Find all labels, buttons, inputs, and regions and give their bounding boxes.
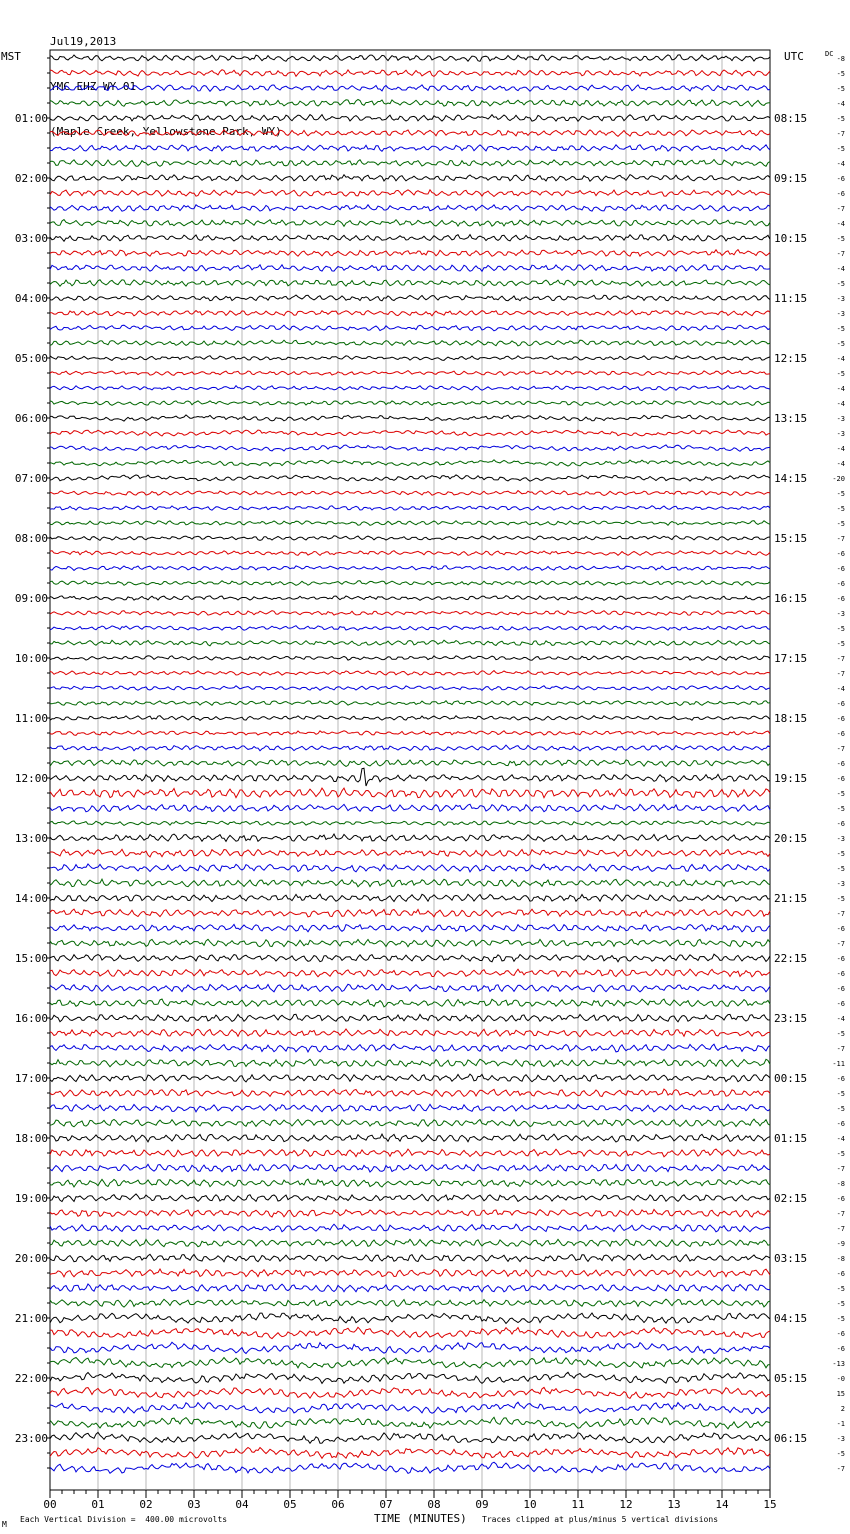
dc-offset-label: -7 xyxy=(836,670,845,678)
seismogram-trace xyxy=(50,1224,770,1232)
dc-offset-label: -6 xyxy=(836,190,845,198)
right-timezone-label: UTC xyxy=(784,50,804,63)
dc-offset-label: -5 xyxy=(836,85,845,93)
seismogram-trace xyxy=(50,849,770,857)
left-hour-label: 13:00 xyxy=(14,832,48,845)
dc-offset-label: -7 xyxy=(836,745,845,753)
dc-offset-label: -3 xyxy=(836,415,845,423)
dc-offset-label: -8 xyxy=(836,55,845,63)
seismogram-trace xyxy=(50,475,770,481)
seismogram-trace xyxy=(50,768,770,786)
seismogram-trace xyxy=(50,445,770,451)
dc-offset-label: -3 xyxy=(836,295,845,303)
left-hour-label: 09:00 xyxy=(14,592,48,605)
dc-offset-label: -5 xyxy=(836,235,845,243)
right-hour-label: 00:15 xyxy=(774,1072,808,1085)
seismogram-trace xyxy=(50,821,770,826)
right-hour-label: 19:15 xyxy=(774,772,808,785)
dc-offset-label: -6 xyxy=(836,730,845,738)
right-hour-label: 04:15 xyxy=(774,1312,808,1325)
dc-offset-label: -5 xyxy=(836,325,845,333)
seismogram-trace xyxy=(50,1089,770,1096)
left-hour-label: 21:00 xyxy=(14,1312,48,1325)
seismogram-trace xyxy=(50,85,770,91)
seismogram-trace xyxy=(50,1402,770,1414)
seismogram-trace xyxy=(50,1164,770,1172)
left-hour-label: 08:00 xyxy=(14,532,48,545)
seismogram-trace xyxy=(50,566,770,571)
seismogram-trace xyxy=(50,265,770,272)
dc-offset-label: -3 xyxy=(836,835,845,843)
seismogram-trace xyxy=(50,969,770,977)
dc-offset-label: -4 xyxy=(836,460,845,468)
seismogram-trace xyxy=(50,581,770,586)
seismogram-trace xyxy=(50,611,770,616)
right-hour-label: 11:15 xyxy=(774,292,808,305)
dc-offset-label: -4 xyxy=(836,445,845,453)
seismogram-trace xyxy=(50,371,770,376)
right-hour-label: 02:15 xyxy=(774,1192,808,1205)
right-hour-label: 06:15 xyxy=(774,1432,808,1445)
dc-offset-label: -3 xyxy=(836,880,845,888)
left-hour-label: 12:00 xyxy=(14,772,48,785)
right-hour-label: 03:15 xyxy=(774,1252,808,1265)
left-hour-label: 04:00 xyxy=(14,292,48,305)
left-hour-label: 03:00 xyxy=(14,232,48,245)
seismogram-trace xyxy=(50,521,770,526)
left-hour-label: 18:00 xyxy=(14,1132,48,1145)
dc-offset-label: -5 xyxy=(836,805,845,813)
dc-offset-label: -5 xyxy=(836,790,845,798)
x-tick-label: 05 xyxy=(283,1498,297,1511)
right-hour-label: 17:15 xyxy=(774,652,808,665)
left-hour-label: 14:00 xyxy=(14,892,48,905)
station-code: YMC EHZ WY 01 xyxy=(50,80,137,93)
dc-offset-label: -4 xyxy=(836,1015,845,1023)
dc-offset-label: -5 xyxy=(836,520,845,528)
left-hour-label: 05:00 xyxy=(14,352,48,365)
dc-offset-label: -5 xyxy=(836,640,845,648)
dc-offset-label: -6 xyxy=(836,955,845,963)
seismogram-trace xyxy=(50,460,770,466)
seismogram-trace xyxy=(50,656,770,661)
dc-offset-label: -6 xyxy=(836,700,845,708)
seismogram-trace xyxy=(50,1059,770,1066)
dc-offset-label: -3 xyxy=(836,610,845,618)
dc-offset-label: -5 xyxy=(836,1105,845,1113)
seismogram-trace xyxy=(50,716,770,721)
seismogram-trace xyxy=(50,100,770,107)
seismogram-trace xyxy=(50,356,770,361)
dc-offset-label: -20 xyxy=(832,475,845,483)
seismogram-trace xyxy=(50,879,770,887)
seismogram-trace xyxy=(50,205,770,211)
dc-offset-label: -6 xyxy=(836,1075,845,1083)
dc-offset-label: -5 xyxy=(836,70,845,78)
dc-offset-label: -3 xyxy=(836,430,845,438)
x-tick-label: 09 xyxy=(475,1498,489,1511)
x-tick-label: 04 xyxy=(235,1498,249,1511)
right-hour-label: 09:15 xyxy=(774,172,808,185)
left-timezone-label: MST xyxy=(1,50,21,63)
left-hour-label: 22:00 xyxy=(14,1372,48,1385)
seismogram-trace xyxy=(50,954,770,962)
seismogram-trace xyxy=(50,190,770,197)
seismogram-trace xyxy=(50,686,770,691)
right-hour-label: 14:15 xyxy=(774,472,808,485)
seismogram-trace xyxy=(50,280,770,286)
seismogram-trace xyxy=(50,310,770,315)
seismogram-trace xyxy=(50,1209,770,1217)
dc-offset-label: -5 xyxy=(836,1285,845,1293)
x-axis-title: TIME (MINUTES) xyxy=(374,1512,467,1525)
dc-offset-label: -7 xyxy=(836,910,845,918)
seismogram-trace xyxy=(50,1074,770,1082)
seismogram-trace xyxy=(50,1269,770,1277)
left-hour-label: 17:00 xyxy=(14,1072,48,1085)
seismogram-trace xyxy=(50,1014,770,1022)
seismogram-trace xyxy=(50,1313,770,1324)
dc-offset-label: 15 xyxy=(836,1390,845,1398)
dc-offset-label: -6 xyxy=(836,925,845,933)
seismogram-trace xyxy=(50,804,770,812)
right-hour-label: 12:15 xyxy=(774,352,808,365)
seismogram-trace xyxy=(50,401,770,406)
dc-offset-label: -5 xyxy=(836,370,845,378)
x-tick-label: 11 xyxy=(571,1498,585,1511)
seismogram-trace xyxy=(50,551,770,556)
left-hour-label: 20:00 xyxy=(14,1252,48,1265)
seismogram-trace xyxy=(50,175,770,182)
corner-mark: M xyxy=(2,1520,7,1529)
dc-offset-label: -6 xyxy=(836,760,845,768)
seismogram-trace xyxy=(50,145,770,152)
seismogram-trace xyxy=(50,999,770,1007)
dc-offset-label: -5 xyxy=(836,1450,845,1458)
dc-offset-label: -6 xyxy=(836,175,845,183)
seismogram-trace xyxy=(50,745,770,751)
right-hour-label: 20:15 xyxy=(774,832,808,845)
seismogram-trace xyxy=(50,788,770,798)
seismogram-trace xyxy=(50,1044,770,1052)
dc-offset-label: -5 xyxy=(836,1030,845,1038)
dc-offset-label: -8 xyxy=(836,1180,845,1188)
seismogram-trace xyxy=(50,1149,770,1157)
x-tick-label: 13 xyxy=(667,1498,681,1511)
dc-offset-label: -4 xyxy=(836,220,845,228)
seismogram-trace xyxy=(50,491,770,496)
dc-offset-label: -6 xyxy=(836,1330,845,1338)
dc-offset-label: -5 xyxy=(836,505,845,513)
seismogram-trace xyxy=(50,295,770,301)
seismogram-trace xyxy=(50,160,770,167)
dc-offset-label: -5 xyxy=(836,1300,845,1308)
dc-offset-label: -5 xyxy=(836,115,845,123)
seismogram-trace xyxy=(50,626,770,631)
dc-offset-label: -6 xyxy=(836,775,845,783)
dc-offset-label: -7 xyxy=(836,250,845,258)
dc-offset-label: -7 xyxy=(836,1225,845,1233)
x-tick-label: 10 xyxy=(523,1498,537,1511)
x-tick-label: 00 xyxy=(43,1498,57,1511)
seismogram-trace xyxy=(50,1029,770,1037)
dc-offset-label: -5 xyxy=(836,850,845,858)
seismogram-trace xyxy=(50,1119,770,1127)
right-hour-label: 22:15 xyxy=(774,952,808,965)
dc-offset-label: -5 xyxy=(836,490,845,498)
left-hour-label: 10:00 xyxy=(14,652,48,665)
seismogram-trace xyxy=(50,1358,770,1369)
dc-offset-label: -5 xyxy=(836,1090,845,1098)
dc-offset-label: -6 xyxy=(836,565,845,573)
dc-offset-label: -5 xyxy=(836,1315,845,1323)
seismogram-trace xyxy=(50,386,770,391)
dc-offset-label: -5 xyxy=(836,145,845,153)
dc-offset-label: -3 xyxy=(836,1435,845,1443)
dc-offset-label: -1 xyxy=(836,1420,845,1428)
seismogram-trace xyxy=(50,235,770,242)
dc-offset-label: -6 xyxy=(836,595,845,603)
plot-frame xyxy=(50,50,770,1490)
seismogram-trace xyxy=(50,506,770,511)
dc-offset-label: -6 xyxy=(836,1120,845,1128)
dc-offset-label: -4 xyxy=(836,160,845,168)
dc-offset-label: -6 xyxy=(836,1195,845,1203)
left-hour-label: 06:00 xyxy=(14,412,48,425)
dc-offset-label: 2 xyxy=(840,1405,845,1413)
dc-offset-label: -6 xyxy=(836,985,845,993)
dc-offset-label: -5 xyxy=(836,280,845,288)
seismogram-trace xyxy=(50,834,770,841)
seismogram-trace xyxy=(50,984,770,992)
dc-offset-label: -7 xyxy=(836,940,845,948)
dc-offset-label: -6 xyxy=(836,1000,845,1008)
dc-offset-label: -7 xyxy=(836,1165,845,1173)
left-hour-label: 11:00 xyxy=(14,712,48,725)
right-hour-label: 23:15 xyxy=(774,1012,808,1025)
dc-offset-label: -4 xyxy=(836,385,845,393)
seismogram-trace xyxy=(50,70,770,77)
x-tick-label: 08 xyxy=(427,1498,441,1511)
dc-offset-label: -3 xyxy=(836,310,845,318)
dc-offset-label: -5 xyxy=(836,865,845,873)
seismogram-trace xyxy=(50,894,770,901)
right-hour-label: 01:15 xyxy=(774,1132,808,1145)
seismogram-trace xyxy=(50,1104,770,1112)
dc-offset-label: -7 xyxy=(836,205,845,213)
seismogram-trace xyxy=(50,536,770,541)
seismogram-trace xyxy=(50,1342,770,1353)
left-hour-label: 15:00 xyxy=(14,952,48,965)
right-hour-label: 21:15 xyxy=(774,892,808,905)
x-tick-label: 02 xyxy=(139,1498,153,1511)
right-hour-label: 16:15 xyxy=(774,592,808,605)
seismogram-trace xyxy=(50,130,770,137)
seismogram-trace xyxy=(50,596,770,601)
x-tick-label: 14 xyxy=(715,1498,729,1511)
seismogram-trace xyxy=(50,1372,770,1383)
dc-offset-label: -4 xyxy=(836,265,845,273)
dc-offset-label: -5 xyxy=(836,895,845,903)
right-hour-label: 18:15 xyxy=(774,712,808,725)
station-location: (Maple Creek, Yellowstone Park, WY) xyxy=(50,125,282,138)
x-tick-label: 12 xyxy=(619,1498,633,1511)
dc-offset-label: -6 xyxy=(836,550,845,558)
dc-offset-label: -6 xyxy=(836,1270,845,1278)
dc-offset-label: -4 xyxy=(836,100,845,108)
right-hour-label: 10:15 xyxy=(774,232,808,245)
scale-note: Each Vertical Division = 400.00 microvolts xyxy=(20,1515,228,1524)
dc-offset-label: -5 xyxy=(836,340,845,348)
dc-offset-label: -7 xyxy=(836,655,845,663)
x-tick-label: 01 xyxy=(91,1498,105,1511)
dc-offset-label: -11 xyxy=(832,1060,845,1068)
seismogram-trace xyxy=(50,671,770,676)
right-hour-label: 08:15 xyxy=(774,112,808,125)
dc-offset-label: -7 xyxy=(836,1465,845,1473)
dc-offset-label: -6 xyxy=(836,580,845,588)
dc-offset-label: -6 xyxy=(836,970,845,978)
dc-offset-label: -4 xyxy=(836,685,845,693)
seismogram-trace xyxy=(50,1134,770,1142)
left-hour-label: 02:00 xyxy=(14,172,48,185)
dc-offset-label: -7 xyxy=(836,535,845,543)
seismogram-trace xyxy=(50,1284,770,1292)
seismogram-trace xyxy=(50,55,770,62)
seismogram-trace xyxy=(50,939,770,946)
dc-offset-label: -13 xyxy=(832,1360,845,1368)
seismogram-trace xyxy=(50,1254,770,1262)
left-hour-label: 07:00 xyxy=(14,472,48,485)
dc-offset-label: -5 xyxy=(836,625,845,633)
seismogram-trace xyxy=(50,864,770,872)
seismogram-trace xyxy=(50,325,770,331)
seismogram-trace xyxy=(50,220,770,227)
dc-offset-label: -4 xyxy=(836,400,845,408)
left-hour-label: 23:00 xyxy=(14,1432,48,1445)
left-hour-label: 19:00 xyxy=(14,1192,48,1205)
seismogram-trace xyxy=(50,1417,770,1429)
right-hour-label: 13:15 xyxy=(774,412,808,425)
seismogram-trace xyxy=(50,1448,770,1459)
seismogram-trace xyxy=(50,340,770,346)
dc-offset-label: -5 xyxy=(836,1150,845,1158)
seismogram-trace xyxy=(50,924,770,931)
seismogram-trace xyxy=(50,250,770,257)
dc-offset-label: -7 xyxy=(836,130,845,138)
seismogram-trace xyxy=(50,1299,770,1307)
seismogram-trace xyxy=(50,640,770,646)
dc-offset-label: -4 xyxy=(836,1135,845,1143)
left-hour-label: 01:00 xyxy=(14,112,48,125)
dc-offset-label: -0 xyxy=(836,1375,845,1383)
x-tick-label: 03 xyxy=(187,1498,201,1511)
seismogram-trace xyxy=(50,1432,770,1443)
record-date: Jul19,2013 xyxy=(50,35,117,48)
seismogram-trace xyxy=(50,1387,770,1398)
seismogram-trace xyxy=(50,1179,770,1187)
dc-offset-label: -6 xyxy=(836,1345,845,1353)
dc-column-label: DC xyxy=(825,50,834,58)
seismogram-trace xyxy=(50,701,770,706)
right-hour-label: 15:15 xyxy=(774,532,808,545)
right-hour-label: 05:15 xyxy=(774,1372,808,1385)
dc-offset-label: -6 xyxy=(836,820,845,828)
dc-offset-label: -4 xyxy=(836,355,845,363)
seismogram-trace xyxy=(50,909,770,917)
left-hour-label: 16:00 xyxy=(14,1012,48,1025)
dc-offset-label: -7 xyxy=(836,1210,845,1218)
dc-offset-label: -7 xyxy=(836,1045,845,1053)
x-tick-label: 15 xyxy=(763,1498,777,1511)
dc-offset-label: -6 xyxy=(836,715,845,723)
seismogram-trace xyxy=(50,731,770,736)
seismogram-trace xyxy=(50,430,770,436)
seismogram-trace xyxy=(50,1462,770,1473)
seismogram-trace xyxy=(50,1194,770,1202)
dc-offset-label: -8 xyxy=(836,1255,845,1263)
clip-note: Traces clipped at plus/minus 5 vertical divisions xyxy=(482,1515,719,1524)
dc-offset-label: -9 xyxy=(836,1240,845,1248)
seismogram-trace xyxy=(50,760,770,767)
seismogram-trace xyxy=(50,1327,770,1338)
x-tick-label: 06 xyxy=(331,1498,345,1511)
seismogram-trace xyxy=(50,415,770,421)
seismogram-trace xyxy=(50,1239,770,1246)
x-tick-label: 07 xyxy=(379,1498,393,1511)
seismogram-trace xyxy=(50,115,770,122)
